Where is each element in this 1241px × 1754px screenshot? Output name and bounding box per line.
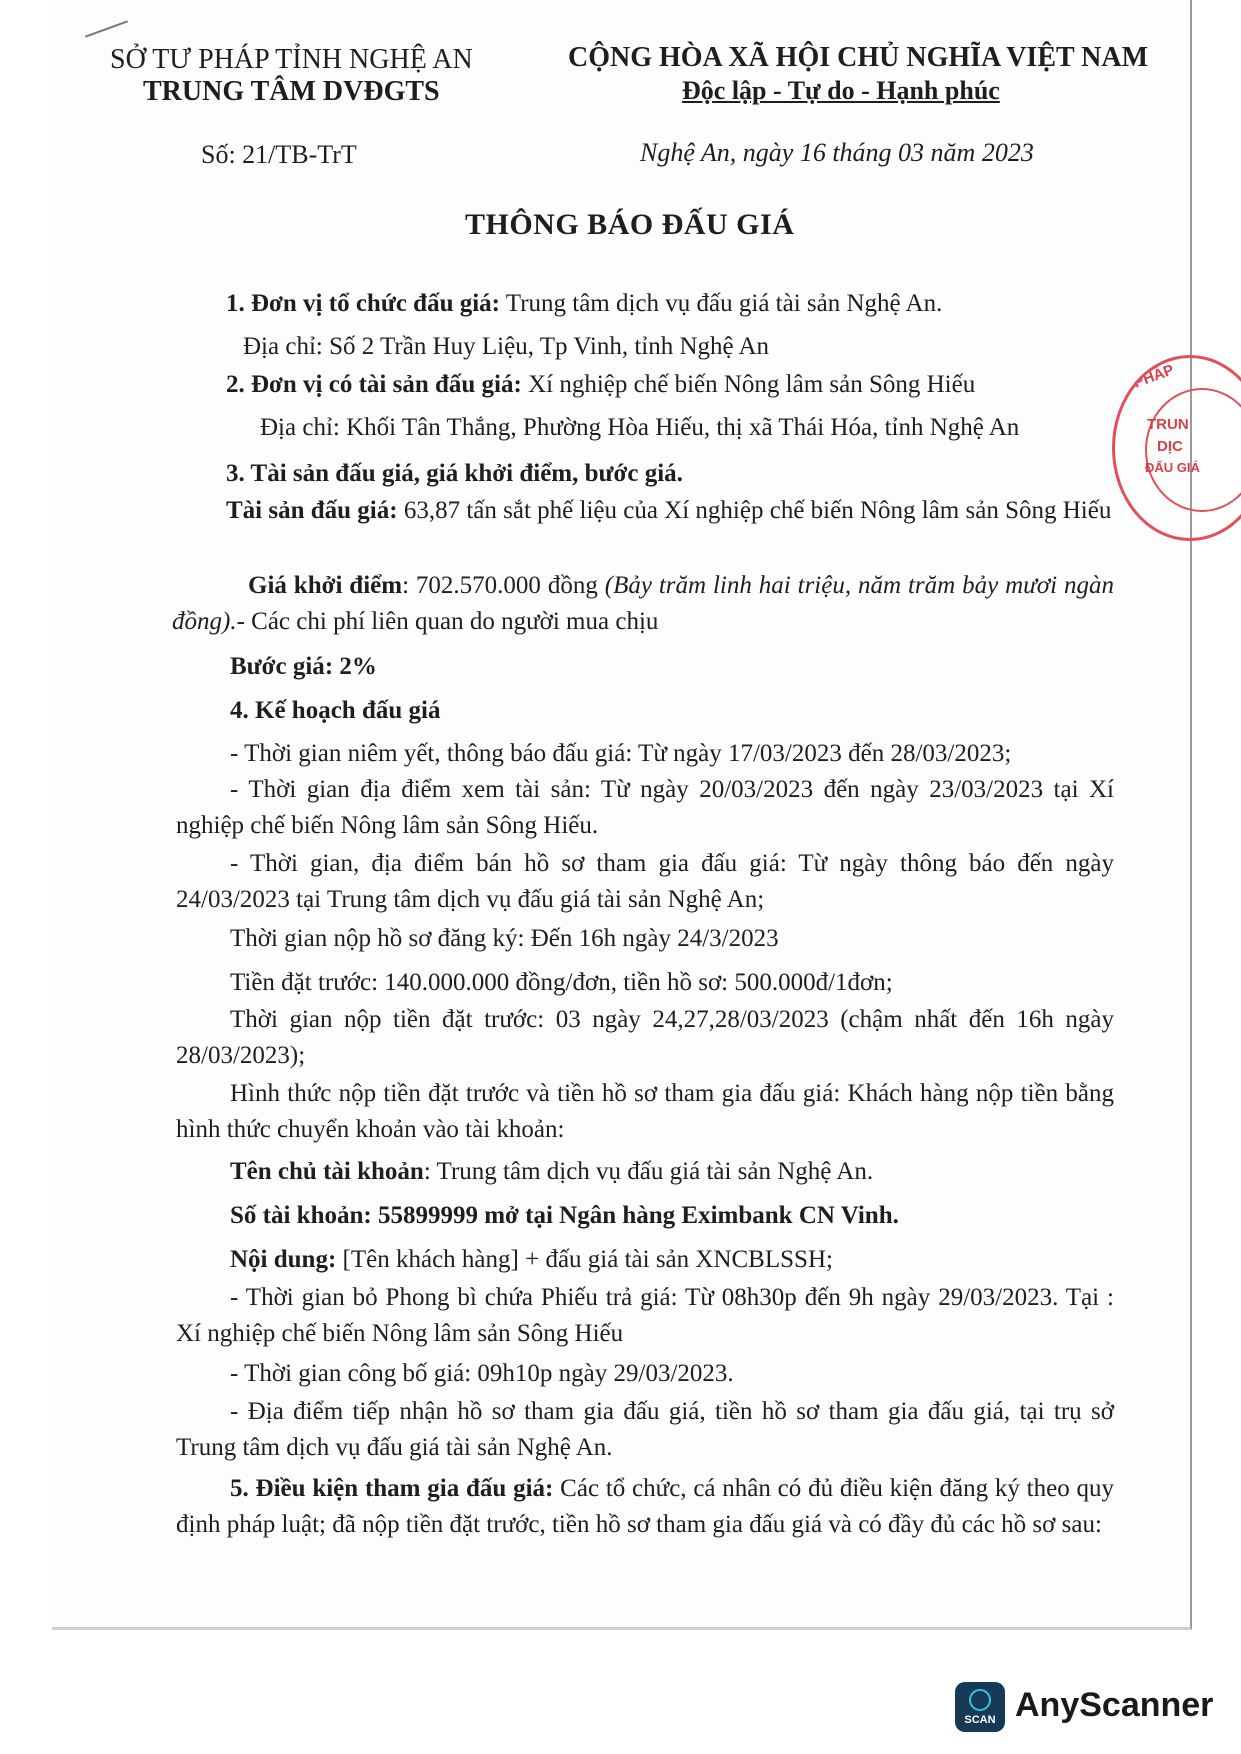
plan-receiving-place: - Địa điểm tiếp nhận hồ sơ tham gia đấu giá, tiền hồ sơ tham gia đấu giá, tại trụ sở Trung tâm dịch vụ đấu giá tài sản Nghệ An. — [176, 1398, 1114, 1461]
plan-deposit-time: Thời gian nộp tiền đặt trước: 03 ngày 24,27,28/03/2023 (chậm nhất đến 16h ngày 28/03/2023); — [176, 1006, 1114, 1069]
place-date: Nghệ An, ngày 16 tháng 03 năm 2023 — [640, 138, 1034, 167]
scanner-brand: AnyScanner — [1015, 1686, 1214, 1724]
section-2-value: Xí nghiệp chế biến Nông lâm sản Sông Hiếu — [521, 371, 976, 398]
price-paragraph — [172, 568, 1114, 640]
transfer-content-value: [Tên khách hàng] + đấu giá tài sản XNCBLSSH; — [336, 1246, 833, 1273]
section-5-label: 5. Điều kiện tham gia đấu giá: — [230, 1475, 554, 1502]
price-note: - Các chi phí liên quan do người mua chịu — [236, 608, 659, 635]
section-3-heading: 3. Tài sản đấu giá, giá khởi điểm, bước giá. — [226, 460, 683, 487]
plan-announce-time: - Thời gian công bố giá: 09h10p ngày 29/03/2023. — [230, 1360, 734, 1387]
account-name-label: Tên chủ tài khoản — [230, 1158, 424, 1185]
plan-dossier-sale: - Thời gian, địa điểm bán hồ sơ tham gia đấu giá: Từ ngày thông báo đến ngày 24/03/2023 tại Trung tâm dịch vụ đấu giá tài sản Nghệ An; — [176, 850, 1114, 913]
plan-payment-method: Hình thức nộp tiền đặt trước và tiền hồ sơ tham gia đấu giá: Khách hàng nộp tiền bằng hình thức chuyển khoản vào tài khoản: — [176, 1080, 1114, 1143]
section-4-heading: 4. Kế hoạch đấu giá — [230, 697, 441, 724]
section-1 — [226, 287, 942, 321]
doc-title: THÔNG BÁO ĐẤU GIÁ — [465, 208, 795, 241]
section-1-address: Địa chỉ: Số 2 Trần Huy Liệu, Tp Vinh, tỉnh Nghệ An — [243, 333, 770, 360]
transfer-content-label: Nội dung: — [230, 1246, 337, 1273]
account-name-value: : Trung tâm dịch vụ đấu giá tài sản Nghệ An. — [423, 1158, 874, 1185]
header-country: CỘNG HÒA XÃ HỘI CHỦ NGHĨA VIỆT NAM — [568, 42, 1149, 73]
price-value: : 702.570.000 đồng — [402, 572, 605, 599]
price-label: Giá khởi điểm — [248, 572, 403, 599]
section-1-value: Trung tâm dịch vụ đấu giá tài sản Nghệ An. — [500, 290, 943, 317]
section-5 — [176, 1471, 1114, 1543]
header-center: TRUNG TÂM DVĐGTS — [143, 76, 440, 107]
doc-number: Số: 21/TB-TrT — [201, 140, 357, 169]
scanner-lens-icon — [969, 1689, 991, 1711]
step-value: : 2% — [324, 653, 377, 680]
plan-deposit-amount: Tiền đặt trước: 140.000.000 đồng/đơn, tiền hồ sơ: 500.000đ/1đơn; — [230, 969, 893, 996]
seal-text-2: TRUN — [1147, 416, 1189, 433]
step-label: Bước giá — [230, 653, 325, 680]
asset-label: Tài sản đấu giá: — [226, 497, 398, 524]
header-ministry: SỞ TƯ PHÁP TỈNH NGHỆ AN — [110, 44, 473, 75]
seal-text-1: PHÁP — [1131, 361, 1177, 392]
section-5-value: Các tổ chức, cá nhân có đủ điều kiện đăng ký theo quy định pháp luật; đã nộp tiền đặt trước, tiền hồ sơ tham gia đấu giá và có đầy đủ các hồ sơ sau: — [176, 1475, 1114, 1538]
seal-text-4: ĐẤU GIÁ — [1145, 460, 1200, 475]
account-number: Số tài khoản: 55899999 mở tại Ngân hàng Eximbank CN Vinh. — [230, 1202, 899, 1229]
scanner-logo-label: SCAN — [964, 1714, 996, 1726]
section-2-address: Địa chỉ: Khối Tân Thắng, Phường Hòa Hiếu, thị xã Thái Hóa, tỉnh Nghệ An — [260, 414, 1020, 441]
plan-viewing: - Thời gian địa điểm xem tài sản: Từ ngày 20/03/2023 đến ngày 23/03/2023 tại Xí nghiệp chế biến Nông lâm sản Sông Hiếu. — [176, 776, 1114, 839]
plan-envelope-time: - Thời gian bỏ Phong bì chứa Phiếu trả giá: Từ 08h30p đến 9h ngày 29/03/2023. Tại : Xí nghiệp chế biến Nông lâm sản Sông Hiếu — [176, 1284, 1114, 1347]
price-words: (Bảy trăm linh hai triệu, năm trăm bảy mươi ngàn đồng). — [172, 572, 1114, 635]
asset-value: 63,87 tấn sắt phế liệu của Xí nghiệp chế biến Nông lâm sản Sông Hiếu — [397, 497, 1112, 524]
section-2-label: 2. Đơn vị có tài sản đấu giá: — [226, 371, 522, 398]
step-line — [230, 650, 377, 684]
section-2 — [226, 368, 975, 402]
plan-submission-deadline: Thời gian nộp hồ sơ đăng ký: Đến 16h ngày 24/3/2023 — [230, 925, 779, 952]
asset-paragraph — [172, 493, 1114, 529]
header-motto: Độc lập - Tự do - Hạnh phúc — [682, 76, 1000, 105]
transfer-content — [230, 1243, 833, 1277]
account-name — [230, 1155, 873, 1189]
plan-listing-time: - Thời gian niêm yết, thông báo đấu giá: Từ ngày 17/03/2023 đến 28/03/2023; — [230, 740, 1012, 767]
section-1-label: 1. Đơn vị tổ chức đấu giá: — [226, 290, 500, 317]
scanner-logo-icon — [955, 1682, 1005, 1732]
seal-text-3: DỊC — [1157, 438, 1183, 455]
